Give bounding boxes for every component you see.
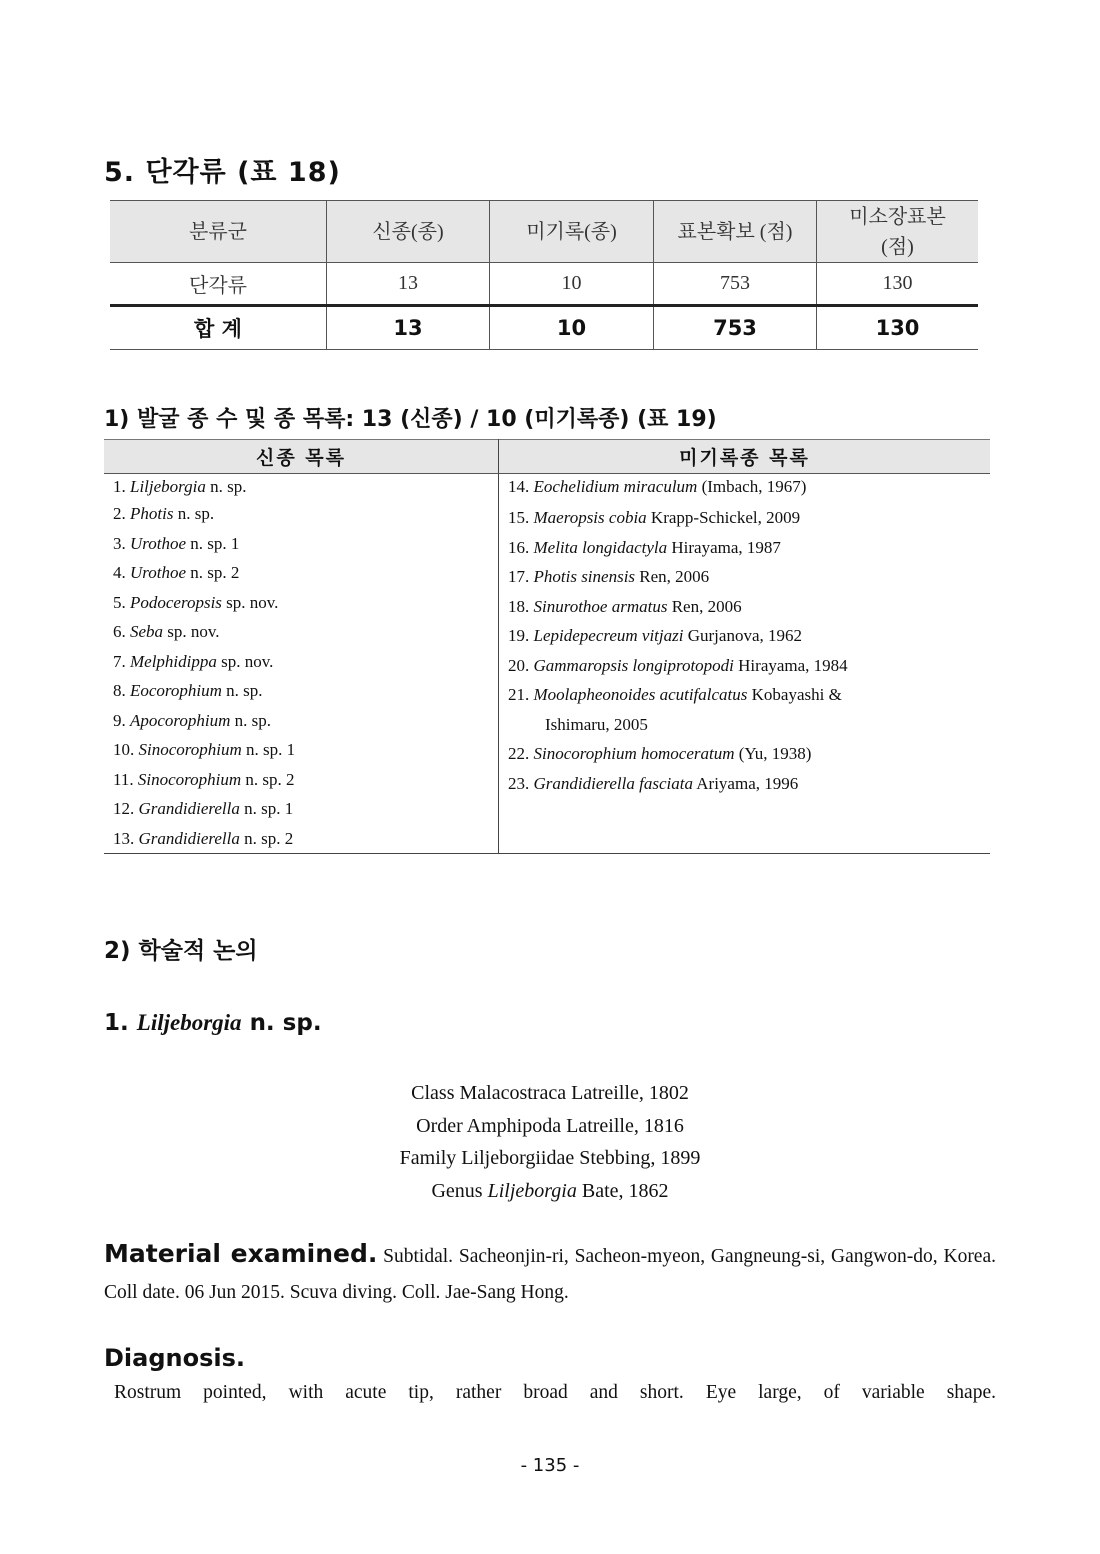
species-header-row <box>104 440 990 474</box>
item-number: 5. <box>113 592 126 612</box>
header-taxon: 분류군 <box>110 201 327 263</box>
new-species-item <box>104 588 498 618</box>
item-suffix: sp. nov. <box>167 622 220 641</box>
species-list-title: 1) 발굴 종 수 및 종 목록: 13 (신종) / 10 (미기록종) (표 19) <box>104 407 717 432</box>
item-suffix: n. sp. 1 <box>246 740 296 759</box>
item-taxon: Photis sinensis <box>533 567 636 586</box>
item-suffix: n. sp. <box>226 681 263 700</box>
new-species-item <box>104 765 498 795</box>
unrecorded-species-item <box>499 739 990 769</box>
unrecorded-species-item <box>499 503 990 533</box>
item-author: Ren, 2006 <box>671 596 742 616</box>
total-label: 합 계 <box>110 306 327 350</box>
cell-new-species: 13 <box>327 263 490 306</box>
unrecorded-species-item <box>499 769 990 799</box>
header-unrecorded-species-list: 미기록종 목록 <box>499 440 991 474</box>
item-taxon: Maeropsis cobia <box>533 508 647 527</box>
unrecorded-species-item <box>499 680 990 739</box>
item-number: 17. <box>508 567 530 586</box>
header-new-species-list: 신종 목록 <box>104 440 499 474</box>
item-taxon: Melphidippa <box>130 651 217 671</box>
header-specimens: 표본확보 (점) <box>654 201 817 263</box>
item-taxon: Sinocorophium <box>138 740 242 759</box>
item-author: Gurjanova, 1962 <box>687 626 802 645</box>
header-unstored-specimens: 미소장표본 (점) <box>817 201 979 263</box>
item-taxon: Gammaropsis longiprotopodi <box>533 655 734 675</box>
unrecorded-species-item <box>499 533 990 563</box>
item-suffix: n. sp. <box>177 504 215 523</box>
item-author: Hirayama, 1984 <box>738 655 848 675</box>
material-text: Subtidal. Sacheonjin-ri, Sacheon-myeon, Gangneung-si, Gangwon-do, Korea. Coll date. 06 Jun 2015. Scuva diving. Coll. Jae-Sang Hong. <box>104 1246 996 1303</box>
item-taxon: Melita longidactyla <box>533 537 668 557</box>
item-suffix: n. sp. 2 <box>244 828 294 848</box>
diagnosis-text: Rostrum pointed, with acute tip, rather broad and short. Eye large, of variable shape. <box>114 1382 996 1403</box>
cell-unrecorded: 10 <box>490 263 654 306</box>
item-taxon: Urothoe <box>130 533 187 553</box>
unrecorded-species-list <box>499 474 991 854</box>
item-number: 10. <box>113 740 135 759</box>
species-table <box>104 439 990 854</box>
item-suffix: sp. nov. <box>226 592 279 612</box>
item-taxon: Lepidepecreum vitjazi <box>533 626 684 645</box>
item-number: 20. <box>508 655 530 675</box>
item-number: 4. <box>113 563 126 582</box>
item-number: 7. <box>113 651 126 671</box>
total-specimens: 753 <box>654 306 817 350</box>
unrecorded-species-item <box>499 651 990 681</box>
classification-prefix: Genus <box>431 1179 488 1202</box>
item-taxon: Photis <box>130 504 174 523</box>
unrecorded-species-item <box>499 562 990 592</box>
new-species-item <box>104 647 498 677</box>
item-taxon: Grandidierella fasciata <box>533 773 693 793</box>
material-label: Material examined. <box>104 1239 378 1268</box>
classification-prefix: Order Amphipoda Latreille, 1816 <box>416 1114 684 1137</box>
item-number: 11. <box>113 769 134 789</box>
item-number: 14. <box>508 477 530 496</box>
species-heading <box>104 1010 322 1036</box>
unrecorded-species-item <box>499 621 990 651</box>
item-number: 1. <box>113 477 126 496</box>
item-author: Hirayama, 1987 <box>671 537 781 557</box>
total-unrecorded: 10 <box>490 306 654 350</box>
item-number: 8. <box>113 681 126 700</box>
item-taxon: Apocorophium <box>130 710 231 730</box>
item-number: 19. <box>508 626 530 645</box>
item-taxon: Grandidierella <box>138 828 240 848</box>
summary-table <box>110 200 978 350</box>
summary-total-row <box>110 306 978 350</box>
classification-line <box>0 1077 1100 1110</box>
classification-prefix: Family Liljeborgiidae Stebbing, 1899 <box>399 1147 701 1169</box>
item-taxon: Sinurothoe armatus <box>533 596 668 616</box>
new-species-item <box>104 529 498 559</box>
summary-header-row <box>110 201 978 263</box>
diagnosis-title: Diagnosis. <box>104 1344 246 1372</box>
item-suffix: n. sp. 1 <box>244 799 294 818</box>
item-number: 3. <box>113 533 126 553</box>
unrecorded-species-item <box>499 592 990 622</box>
item-author: (Imbach, 1967) <box>701 477 807 496</box>
item-number: 22. <box>508 744 530 763</box>
item-taxon: Eocorophium <box>130 681 222 700</box>
new-species-item <box>104 706 498 736</box>
classification-block <box>0 1077 1100 1207</box>
discussion-title: 2) 학술적 논의 <box>104 938 258 964</box>
new-species-item <box>104 735 498 765</box>
item-number: 15. <box>508 508 530 527</box>
species-heading-num: 1. <box>104 1010 129 1036</box>
item-author-continued: Ishimaru, 2005 <box>545 714 648 734</box>
item-taxon: Sinocorophium homoceratum <box>533 744 735 763</box>
item-taxon: Eochelidium miraculum <box>533 477 698 496</box>
new-species-item <box>104 794 498 824</box>
item-number: 6. <box>113 622 126 641</box>
item-taxon: Seba <box>130 622 164 641</box>
cell-unstored: 130 <box>817 263 979 306</box>
item-author: (Yu, 1938) <box>738 744 812 763</box>
cell-specimens: 753 <box>654 263 817 306</box>
item-author: Ren, 2006 <box>639 567 710 586</box>
item-number: 18. <box>508 596 530 616</box>
item-number: 12. <box>113 799 135 818</box>
item-suffix: n. sp. <box>234 710 272 730</box>
new-species-item <box>104 499 498 529</box>
new-species-item <box>104 617 498 647</box>
item-number: 16. <box>508 537 530 557</box>
cell-taxon: 단각류 <box>110 263 327 306</box>
item-suffix: sp. nov. <box>221 651 274 671</box>
section-title: 5. 단각류 (표 18) <box>104 157 341 188</box>
item-taxon: Liljeborgia <box>130 477 206 496</box>
item-suffix: n. sp. 1 <box>190 533 240 553</box>
header-new-species: 신종(종) <box>327 201 490 263</box>
item-number: 21. <box>508 685 530 704</box>
item-author: Ariyama, 1996 <box>696 773 799 793</box>
item-taxon: Grandidierella <box>138 799 240 818</box>
classification-suffix: Bate, 1862 <box>576 1179 669 1202</box>
total-new-species: 13 <box>327 306 490 350</box>
new-species-item <box>104 474 498 499</box>
item-number: 2. <box>113 504 126 523</box>
unrecorded-species-item <box>499 474 990 499</box>
species-heading-taxon: Liljeborgia <box>136 1010 242 1035</box>
material-examined <box>104 1236 996 1311</box>
item-suffix: n. sp. 2 <box>245 769 295 789</box>
new-species-item <box>104 676 498 706</box>
total-unstored: 130 <box>817 306 979 350</box>
item-suffix: n. sp. 2 <box>190 563 240 582</box>
classification-line <box>0 1175 1100 1208</box>
classification-prefix: Class Malacostraca Latreille, 1802 <box>411 1082 689 1104</box>
summary-data-row <box>110 263 978 306</box>
item-number: 23. <box>508 773 530 793</box>
item-number: 9. <box>113 710 126 730</box>
classification-line <box>0 1110 1100 1143</box>
species-body-row <box>104 474 990 854</box>
item-number: 13. <box>113 828 135 848</box>
item-taxon: Moolapheonoides acutifalcatus <box>533 685 748 704</box>
new-species-list <box>104 474 499 854</box>
species-heading-suffix: n. sp. <box>249 1010 322 1036</box>
page-number: - 135 - <box>520 1455 580 1476</box>
item-author: Krapp-Schickel, 2009 <box>650 508 801 527</box>
new-species-item <box>104 558 498 588</box>
item-author: Kobayashi & <box>751 685 842 704</box>
new-species-item <box>104 824 498 854</box>
item-taxon: Podoceropsis <box>130 592 222 612</box>
item-taxon: Sinocorophium <box>137 769 242 789</box>
item-suffix: n. sp. <box>210 477 247 496</box>
classification-line <box>0 1142 1100 1175</box>
header-unrecorded: 미기록(종) <box>490 201 654 263</box>
item-taxon: Urothoe <box>130 563 187 582</box>
classification-taxon: Liljeborgia <box>487 1179 577 1202</box>
